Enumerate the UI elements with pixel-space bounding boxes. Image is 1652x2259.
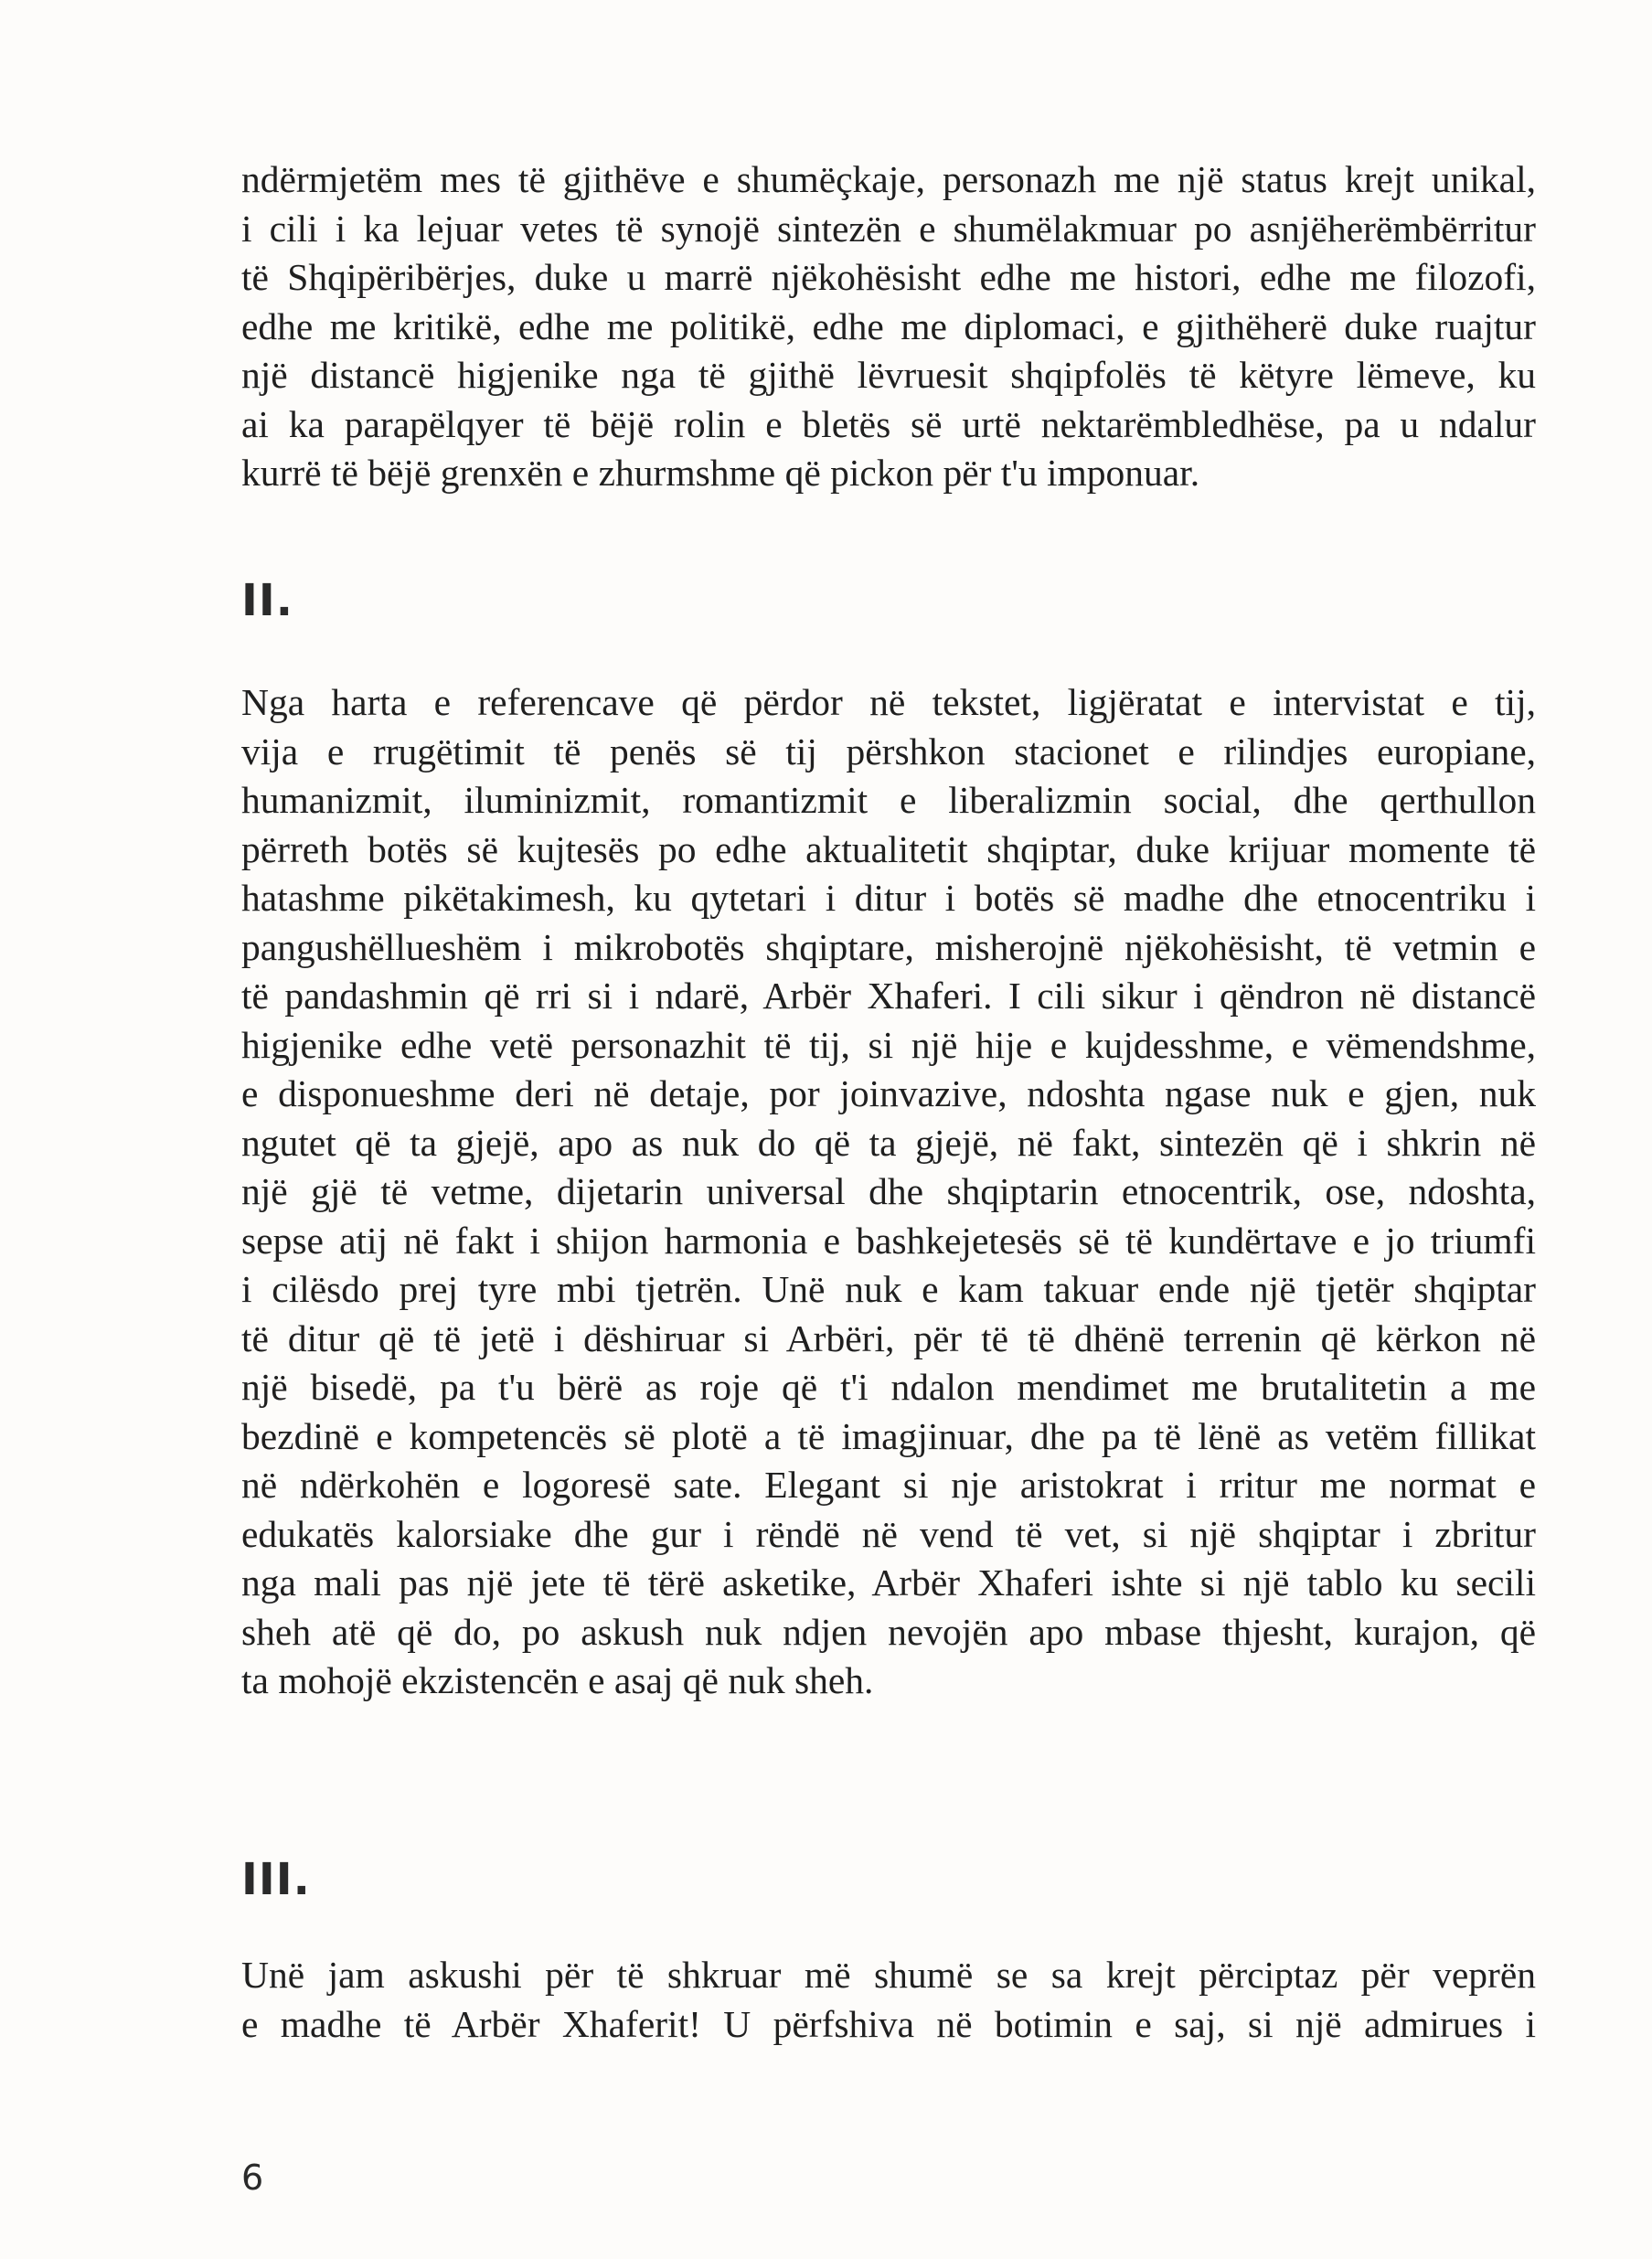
text-line: Unë jam askushi për të shkruar më shumë se sa krejt përciptaz për veprën: [241, 1954, 1536, 1996]
text-line: e madhe të Arbër Xhaferit! U përfshiva në botimin e saj, si një admirues i: [241, 2002, 1536, 2045]
section-heading-2: II.: [241, 575, 293, 626]
text-line: kurrë të bëjë grenxën e zhurmshme që pickon për t'u imponuar.: [241, 452, 1200, 494]
page-number: 6: [241, 2158, 264, 2198]
text-line: edukatës kalorsiake dhe gur i rëndë në vend të vet, si një shqiptar i zbritur: [241, 1512, 1536, 1555]
text-line: sepse atij në fakt i shijon harmonia e bashkejetesës së të kundërtave e jo triumfi: [241, 1219, 1536, 1262]
text-line: një distancë higjenike nga të gjithë lëvruesit shqipfolës të këtyre lëmeve, ku: [241, 354, 1536, 396]
text-line: higjenike edhe vetë personazhit të tij, si një hije e kujdesshme, e vëmendshme,: [241, 1023, 1536, 1066]
text-line: një gjë të vetme, dijetarin universal dhe shqiptarin etnocentrik, ose, ndoshta,: [241, 1170, 1536, 1212]
section-heading-3: III.: [241, 1854, 311, 1905]
text-line: një bisedë, pa t'u bërë as roje që t'i ndalon mendimet me brutalitetin a me: [241, 1366, 1536, 1408]
text-line: Nga harta e referencave që përdor në tekstet, ligjëratat e intervistat e tij,: [241, 681, 1536, 723]
text-line: humanizmit, iluminizmit, romantizmit e liberalizmin social, dhe qerthullon: [241, 779, 1536, 821]
text-line: ngutet që ta gjejë, apo as nuk do që ta gjejë, në fakt, sintezën që i shkrin në: [241, 1121, 1536, 1164]
text-line: vija e rrugëtimit të penës së tij përshkon stacionet e rilindjes europiane,: [241, 730, 1536, 773]
text-line: hatashme pikëtakimesh, ku qytetari i ditur i botës së madhe dhe etnocentriku i: [241, 877, 1536, 919]
text-line: bezdinë e kompetencës së plotë a të imagjinuar, dhe pa të lënë as vetëm fillikat: [241, 1414, 1536, 1457]
text-line: të ditur që të jetë i dëshiruar si Arbëri, për të të dhënë terrenin që kërkon në: [241, 1316, 1536, 1359]
text-line: sheh atë që do, po askush nuk ndjen nevojën apo mbase thjesht, kurajon, që: [241, 1610, 1536, 1653]
text-line: të pandashmin që rri si i ndarë, Arbër Xhaferi. I cili sikur i qëndron në distancë: [241, 975, 1536, 1017]
text-line: përreth botës së kujtesës po edhe aktualitetit shqiptar, duke krijuar momente të: [241, 827, 1536, 870]
paragraph-3: [241, 1951, 1536, 2049]
text-line: i cili i ka lejuar vetes të synojë sintezën e shumëlakmuar po asnjëherëmbërritur: [241, 207, 1536, 250]
text-line: edhe me kritikë, edhe me politikë, edhe me diplomaci, e gjithëherë duke ruajtur: [241, 304, 1536, 347]
text-line: nga mali pas një jete të tërë asketike, Arbër Xhaferi ishte si një tablo ku secili: [241, 1561, 1536, 1604]
text-line: në ndërkohën e logoresë sate. Elegant si nje aristokrat i rritur me normat e: [241, 1464, 1536, 1506]
paragraph-1: [241, 155, 1536, 498]
text-line: ai ka parapëlqyer të bëjë rolin e bletës së urtë nektarëmbledhëse, pa u ndalur: [241, 402, 1536, 445]
text-line: i cilësdo prej tyre mbi tjetrën. Unë nuk e kam takuar ende një tjetër shqiptar: [241, 1268, 1536, 1310]
text-line: pangushëllueshëm i mikrobotës shqiptare, misherojnë njëkohësisht, të vetmin e: [241, 925, 1536, 968]
text-line: e disponueshme deri në detaje, por joinvazive, ndoshta ngase nuk e gjen, nuk: [241, 1072, 1536, 1114]
text-line: ndërmjetëm mes të gjithëve e shumëçkaje, personazh me një status krejt unikal,: [241, 158, 1536, 200]
text-line: të Shqipëribërjes, duke u marrë njëkohësisht edhe me histori, edhe me filozofi,: [241, 256, 1536, 298]
paragraph-2: [241, 678, 1536, 1706]
text-line: ta mohojë ekzistencën e asaj që nuk sheh.: [241, 1659, 874, 1701]
